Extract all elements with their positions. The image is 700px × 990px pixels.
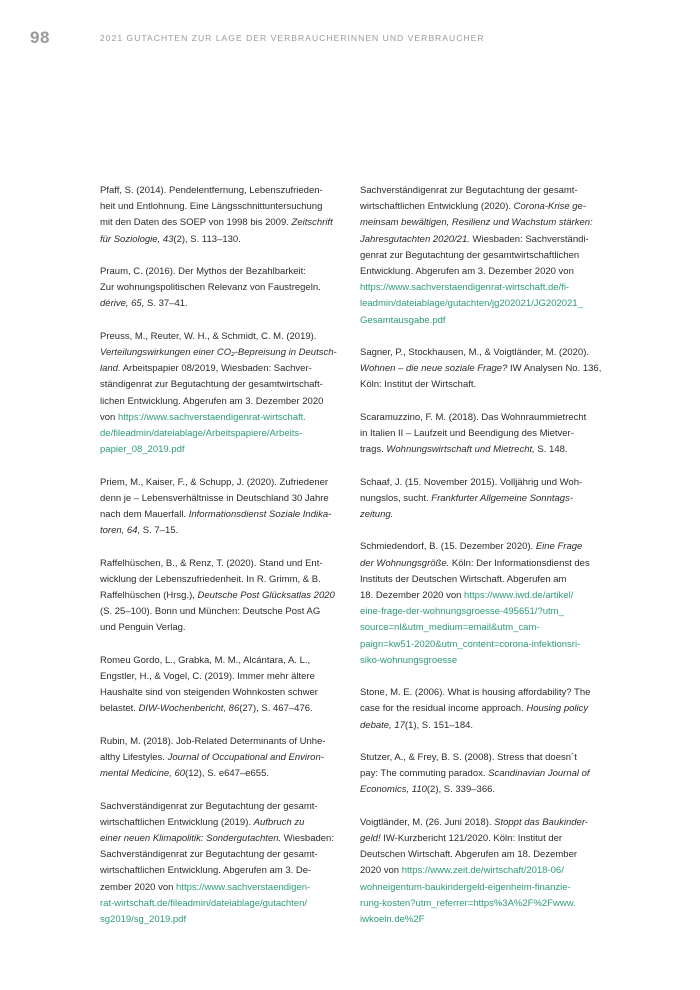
reference-text: von bbox=[100, 411, 118, 423]
reference-text: und Penguin Verlag. bbox=[100, 622, 186, 634]
reference-column-right bbox=[360, 183, 608, 944]
reference-line bbox=[100, 653, 348, 669]
reference-text: denn je – Lebensverhältnisse in Deutschland 30 Jahre bbox=[100, 492, 329, 504]
reference-line bbox=[360, 183, 608, 199]
reference-line bbox=[100, 426, 348, 442]
reference-line bbox=[360, 199, 608, 215]
reference-entry bbox=[100, 264, 348, 313]
reference-title-text: Journal of Occupational and Environ- bbox=[167, 752, 324, 764]
reference-text: Schaaf, J. (15. November 2015). Volljährig und Woh- bbox=[360, 476, 583, 488]
reference-line bbox=[360, 361, 608, 377]
reference-line bbox=[360, 620, 608, 636]
reference-title-text: Economics, 110 bbox=[360, 784, 427, 796]
reference-entry bbox=[360, 815, 608, 928]
reference-text: Stutzer, A., & Frey, B. S. (2008). Stress that doesn´t bbox=[360, 752, 577, 764]
reference-text: 2020 von bbox=[360, 865, 402, 877]
reference-line bbox=[100, 912, 348, 928]
reference-text: Deutschen Wirtschaft. Abgerufen am 18. Dezember bbox=[360, 849, 578, 861]
reference-entry bbox=[360, 345, 608, 394]
reference-title-text: Zeitschrift bbox=[291, 217, 333, 229]
reference-text: zember 2020 von bbox=[100, 881, 177, 893]
reference-line bbox=[100, 442, 348, 458]
reference-text: Zur wohnungspolitischen Relevanz von Faustregeln. bbox=[100, 282, 321, 294]
reference-text: 18. Dezember 2020 von bbox=[360, 590, 465, 602]
reference-text: Preuss, M., Reuter, W. H., & Schmidt, C. M. (2019). bbox=[100, 330, 317, 342]
reference-line bbox=[100, 394, 348, 410]
reference-text: in Italien II – Laufzeit und Beendigung des Mietver- bbox=[360, 428, 574, 440]
reference-title-text: Wohnungswirtschaft und Mietrecht, bbox=[386, 444, 535, 456]
reference-title-text: Deutsche Post Glücksatlas 2020 bbox=[197, 590, 335, 602]
reference-text: (2), S. 113–130. bbox=[173, 233, 241, 245]
reference-title-text: meinsam bewältigen, Resilienz und Wachstum stärken: bbox=[360, 217, 593, 229]
page-header bbox=[30, 28, 680, 50]
reference-title-text: Informationsdienst Soziale Indika- bbox=[188, 509, 332, 521]
reference-text: Wiesbaden: bbox=[281, 833, 334, 845]
reference-line bbox=[100, 604, 348, 620]
reference-link[interactable]: Gesamtausgabe.pdf bbox=[360, 314, 446, 326]
reference-line bbox=[100, 329, 348, 345]
reference-line bbox=[100, 523, 348, 539]
reference-entry bbox=[100, 183, 348, 248]
reference-line bbox=[100, 572, 348, 588]
reference-entry bbox=[360, 410, 608, 459]
reference-entry bbox=[360, 539, 608, 669]
reference-line bbox=[100, 896, 348, 912]
reference-entry bbox=[360, 475, 608, 524]
reference-line bbox=[100, 345, 348, 361]
reference-line bbox=[360, 377, 608, 393]
reference-title-text: für Soziologie, 43 bbox=[100, 233, 174, 245]
reference-link[interactable]: siko-wohnungsgroesse bbox=[360, 654, 458, 666]
reference-text: Romeu Gordo, L., Grabka, M. M., Alcántara, A. L., bbox=[100, 654, 311, 666]
reference-line bbox=[360, 831, 608, 847]
reference-column-left bbox=[100, 183, 348, 944]
reference-link[interactable]: rat-wirtschaft.de/fileadmin/dateiablage/gutachten/ bbox=[100, 897, 308, 909]
reference-line bbox=[360, 912, 608, 928]
reference-link[interactable]: papier_08_2019.pdf bbox=[100, 444, 185, 456]
reference-link[interactable]: https://www.iwd.de/artikel/ bbox=[464, 590, 574, 602]
reference-title-text: dérive, 65, bbox=[100, 298, 145, 310]
reference-line bbox=[360, 896, 608, 912]
reference-text: mit den Daten des SOEP von 1998 bis 2009. bbox=[100, 217, 292, 229]
running-title: 2021 GUTACHTEN ZUR LAGE DER VERBRAUCHERINNEN UND VERBRAUCHER bbox=[100, 33, 485, 43]
reference-text: Stone, M. E. (2006). What is housing affordability? The bbox=[360, 687, 591, 699]
reference-text: Entwicklung. Abgerufen am 3. Dezember 2020 von bbox=[360, 266, 574, 278]
reference-line bbox=[360, 313, 608, 329]
reference-link[interactable]: source=nl&utm_medium=email&utm_cam- bbox=[360, 622, 540, 634]
reference-line bbox=[100, 264, 348, 280]
reference-line bbox=[100, 296, 348, 312]
reference-text: Sachverständigenrat zur Begutachtung der gesamt- bbox=[100, 849, 318, 861]
reference-line bbox=[100, 475, 348, 491]
reference-line bbox=[100, 588, 348, 604]
reference-line bbox=[360, 847, 608, 863]
reference-line bbox=[100, 491, 348, 507]
reference-title-text: Eine Frage bbox=[535, 541, 583, 553]
reference-text: Haushalte sind von steigenden Wohnkosten schwer bbox=[100, 687, 318, 699]
reference-text: (2), S. 339–366. bbox=[426, 784, 496, 796]
reference-line bbox=[360, 264, 608, 280]
reference-text: Sachverständigenrat zur Begutachtung der gesamt- bbox=[360, 185, 578, 196]
reference-title-text: land. bbox=[100, 363, 121, 375]
reference-entry bbox=[360, 750, 608, 799]
reference-text: IW-Kurzbericht 121/2020. Köln: Institut der bbox=[380, 833, 563, 845]
reference-link[interactable]: https://www.zeit.de/wirtschaft/2018-06/ bbox=[401, 865, 564, 877]
reference-text: (1), S. 151–184. bbox=[404, 719, 474, 731]
reference-line bbox=[360, 248, 608, 264]
reference-line bbox=[360, 782, 608, 798]
reference-entry bbox=[100, 653, 348, 718]
reference-text: althy Lifestyles. bbox=[100, 752, 168, 764]
reference-text: belastet. bbox=[100, 703, 139, 715]
reference-title-text: DIW-Wochenbericht, 86 bbox=[138, 703, 240, 715]
reference-text: nungslos, sucht. bbox=[360, 492, 432, 504]
reference-entry bbox=[100, 734, 348, 783]
reference-line bbox=[100, 410, 348, 426]
reference-line bbox=[100, 507, 348, 523]
reference-line bbox=[360, 572, 608, 588]
reference-line bbox=[100, 750, 348, 766]
reference-text: wirtschaftlichen Entwicklung. Abgerufen am 3. De- bbox=[100, 865, 312, 877]
reference-line bbox=[360, 863, 608, 879]
reference-line bbox=[360, 426, 608, 442]
reference-line bbox=[360, 475, 608, 491]
reference-link[interactable]: https://www.sachverstaendigenrat-wirtschaft.de/fi- bbox=[360, 282, 570, 294]
reference-line bbox=[360, 296, 608, 312]
reference-link[interactable]: wohneigentum-baukindergeld-eigenheim-finanzie- bbox=[360, 881, 571, 893]
reference-entry bbox=[100, 475, 348, 540]
reference-text: Sachverständigenrat zur Begutachtung der gesamt- bbox=[100, 800, 318, 812]
reference-text: Raffelhüschen (Hrsg.), bbox=[100, 590, 198, 602]
reference-line bbox=[100, 847, 348, 863]
reference-title-text: Scandinavian Journal of bbox=[488, 768, 590, 780]
reference-line bbox=[360, 539, 608, 555]
reference-text: S. 148. bbox=[534, 444, 568, 456]
reference-text: wicklung der Lebenszufriedenheit. In R. Grimm, & B. bbox=[100, 573, 321, 585]
reference-text: lichen Entwicklung. Abgerufen am 3. Dezember 2020 bbox=[100, 395, 324, 407]
reference-text: (12), S. e647–e655. bbox=[185, 768, 270, 780]
reference-text: (27), S. 467–476. bbox=[239, 703, 313, 715]
reference-line bbox=[100, 766, 348, 782]
reference-title-text: Frankfurter Allgemeine Sonntags- bbox=[431, 492, 573, 504]
reference-title-text: geld! bbox=[360, 833, 381, 845]
reference-text: wirtschaftlichen Entwicklung (2020). bbox=[360, 201, 514, 213]
reference-text: trags. bbox=[360, 444, 387, 456]
reference-text: Rubin, M. (2018). Job-Related Determinants of Unhe- bbox=[100, 735, 326, 747]
reference-line bbox=[100, 199, 348, 215]
reference-line bbox=[360, 685, 608, 701]
reference-line bbox=[360, 280, 608, 296]
reference-title-text: Jahresgutachten 2020/21. bbox=[360, 233, 470, 245]
reference-title-text: Corona-Krise ge- bbox=[513, 201, 586, 213]
reference-line bbox=[360, 345, 608, 361]
reference-link[interactable]: rung-kosten?utm_referrer=https%3A%2F%2Fwww. bbox=[360, 897, 576, 909]
reference-link[interactable]: de/fileadmin/dateiablage/Arbeitspapiere/Arbeits- bbox=[100, 428, 303, 440]
reference-text: (S. 25–100). Bonn und München: Deutsche Post AG bbox=[100, 606, 321, 618]
reference-entry bbox=[360, 685, 608, 734]
reference-line bbox=[100, 215, 348, 231]
reference-line bbox=[360, 215, 608, 231]
reference-text: Arbeitspapier 08/2019, Wiesbaden: Sachver- bbox=[120, 363, 312, 375]
reference-title-text: zeitung. bbox=[360, 509, 394, 521]
reference-line bbox=[100, 232, 348, 248]
reference-text: Köln: Der Informationsdienst des bbox=[449, 557, 590, 569]
reference-entry bbox=[100, 329, 348, 459]
reference-title-text: toren, 64, bbox=[100, 525, 141, 537]
reference-line bbox=[100, 863, 348, 879]
reference-title-text: der Wohnungsgröße. bbox=[360, 557, 450, 569]
reference-line bbox=[360, 491, 608, 507]
reference-link[interactable]: https://www.sachverstaendigenrat-wirtschaft. bbox=[117, 411, 306, 423]
reference-text: Sagner, P., Stockhausen, M., & Voigtländer, M. (2020). bbox=[360, 347, 590, 359]
page-number: 98 bbox=[30, 28, 50, 47]
reference-text: ständigenrat zur Begutachtung der gesamtwirtschaft- bbox=[100, 379, 323, 391]
reference-entry bbox=[100, 556, 348, 637]
reference-entry bbox=[100, 799, 348, 929]
reference-link[interactable]: sg2019/sg_2019.pdf bbox=[100, 914, 187, 926]
reference-line bbox=[100, 183, 348, 199]
reference-line bbox=[100, 799, 348, 815]
reference-line bbox=[100, 815, 348, 831]
reference-text: S. 7–15. bbox=[140, 525, 179, 537]
reference-text: Pfaff, S. (2014). Pendelentfernung, Lebenszufrieden- bbox=[100, 185, 323, 196]
reference-title-text: Stoppt das Baukinder- bbox=[494, 816, 588, 828]
reference-line bbox=[360, 637, 608, 653]
reference-line bbox=[360, 588, 608, 604]
reference-text: Engstler, H., & Vogel, C. (2019). Immer mehr ältere bbox=[100, 671, 315, 683]
reference-line bbox=[100, 377, 348, 393]
reference-line bbox=[100, 556, 348, 572]
reference-line bbox=[360, 604, 608, 620]
reference-text: Priem, M., Kaiser, F., & Schupp, J. (2020). Zufriedener bbox=[100, 476, 329, 488]
reference-link[interactable]: https://www.sachverstaendigen- bbox=[176, 881, 311, 893]
reference-text: Praum, C. (2016). Der Mythos der Bezahlbarkeit: bbox=[100, 266, 306, 277]
reference-line bbox=[100, 880, 348, 896]
reference-text: S. 37–41. bbox=[144, 298, 188, 310]
reference-line bbox=[100, 831, 348, 847]
reference-line bbox=[360, 766, 608, 782]
reference-line bbox=[360, 653, 608, 669]
reference-text: IW Analysen No. 136, bbox=[507, 363, 602, 375]
reference-line bbox=[360, 232, 608, 248]
reference-text: heit und Entlohnung. Eine Längsschnittuntersuchung bbox=[100, 201, 323, 213]
reference-line bbox=[360, 815, 608, 831]
reference-text: Schmiedendorf, B. (15. Dezember 2020). bbox=[360, 541, 536, 553]
reference-title-text: Verteilungswirkungen einer CO₂-Bepreisung in Deutsch- bbox=[100, 347, 337, 358]
reference-entry bbox=[360, 183, 608, 329]
reference-title-text: mental Medicine, 60 bbox=[100, 768, 186, 780]
reference-text: Voigtländer, M. (26. Juni 2018). bbox=[360, 816, 495, 828]
reference-title-text: Aufbruch zu bbox=[253, 816, 305, 828]
reference-link[interactable]: eine-frage-der-wohnungsgroesse-495651/?utm_ bbox=[360, 606, 564, 618]
reference-text: wirtschaftlichen Entwicklung (2019). bbox=[100, 816, 254, 828]
reference-text: pay: The commuting paradox. bbox=[360, 768, 489, 780]
reference-text: nach dem Mauerfall. bbox=[100, 509, 189, 521]
reference-title-text: Wohnen – die neue soziale Frage? bbox=[360, 363, 508, 375]
reference-title-text: debate, 17 bbox=[360, 719, 405, 731]
reference-line bbox=[360, 507, 608, 523]
reference-link[interactable]: iwkoeln.de%2F bbox=[360, 914, 425, 926]
reference-line bbox=[100, 669, 348, 685]
reference-line bbox=[100, 280, 348, 296]
reference-line bbox=[360, 556, 608, 572]
reference-text: Instituts der Deutschen Wirtschaft. Abgerufen am bbox=[360, 573, 567, 585]
reference-line bbox=[100, 701, 348, 717]
reference-text: genrat zur Begutachtung der gesamtwirtschaftlichen bbox=[360, 249, 580, 261]
reference-line bbox=[360, 750, 608, 766]
reference-line bbox=[100, 361, 348, 377]
reference-line bbox=[360, 718, 608, 734]
reference-line bbox=[360, 410, 608, 426]
reference-line bbox=[360, 880, 608, 896]
reference-line bbox=[100, 685, 348, 701]
reference-link[interactable]: leadmin/dateiablage/gutachten/jg202021/JG202021_ bbox=[360, 298, 583, 310]
reference-title-text: Housing policy bbox=[526, 703, 589, 715]
reference-line bbox=[100, 620, 348, 636]
reference-text: case for the residual income approach. bbox=[360, 703, 527, 715]
reference-text: Köln: Institut der Wirtschaft. bbox=[360, 379, 477, 391]
reference-text: Raffelhüschen, B., & Renz, T. (2020). Stand und Ent- bbox=[100, 557, 323, 569]
reference-line bbox=[360, 442, 608, 458]
reference-line bbox=[360, 701, 608, 717]
reference-text: Scaramuzzino, F. M. (2018). Das Wohnraummietrecht bbox=[360, 411, 587, 423]
reference-line bbox=[100, 734, 348, 750]
reference-text: Wiesbaden: Sachverständi- bbox=[469, 233, 589, 245]
reference-title-text: einer neuen Klimapolitik: Sondergutachten. bbox=[100, 833, 282, 845]
reference-link[interactable]: paign=kw51-2020&utm_content=corona-infektionsri- bbox=[360, 638, 581, 650]
